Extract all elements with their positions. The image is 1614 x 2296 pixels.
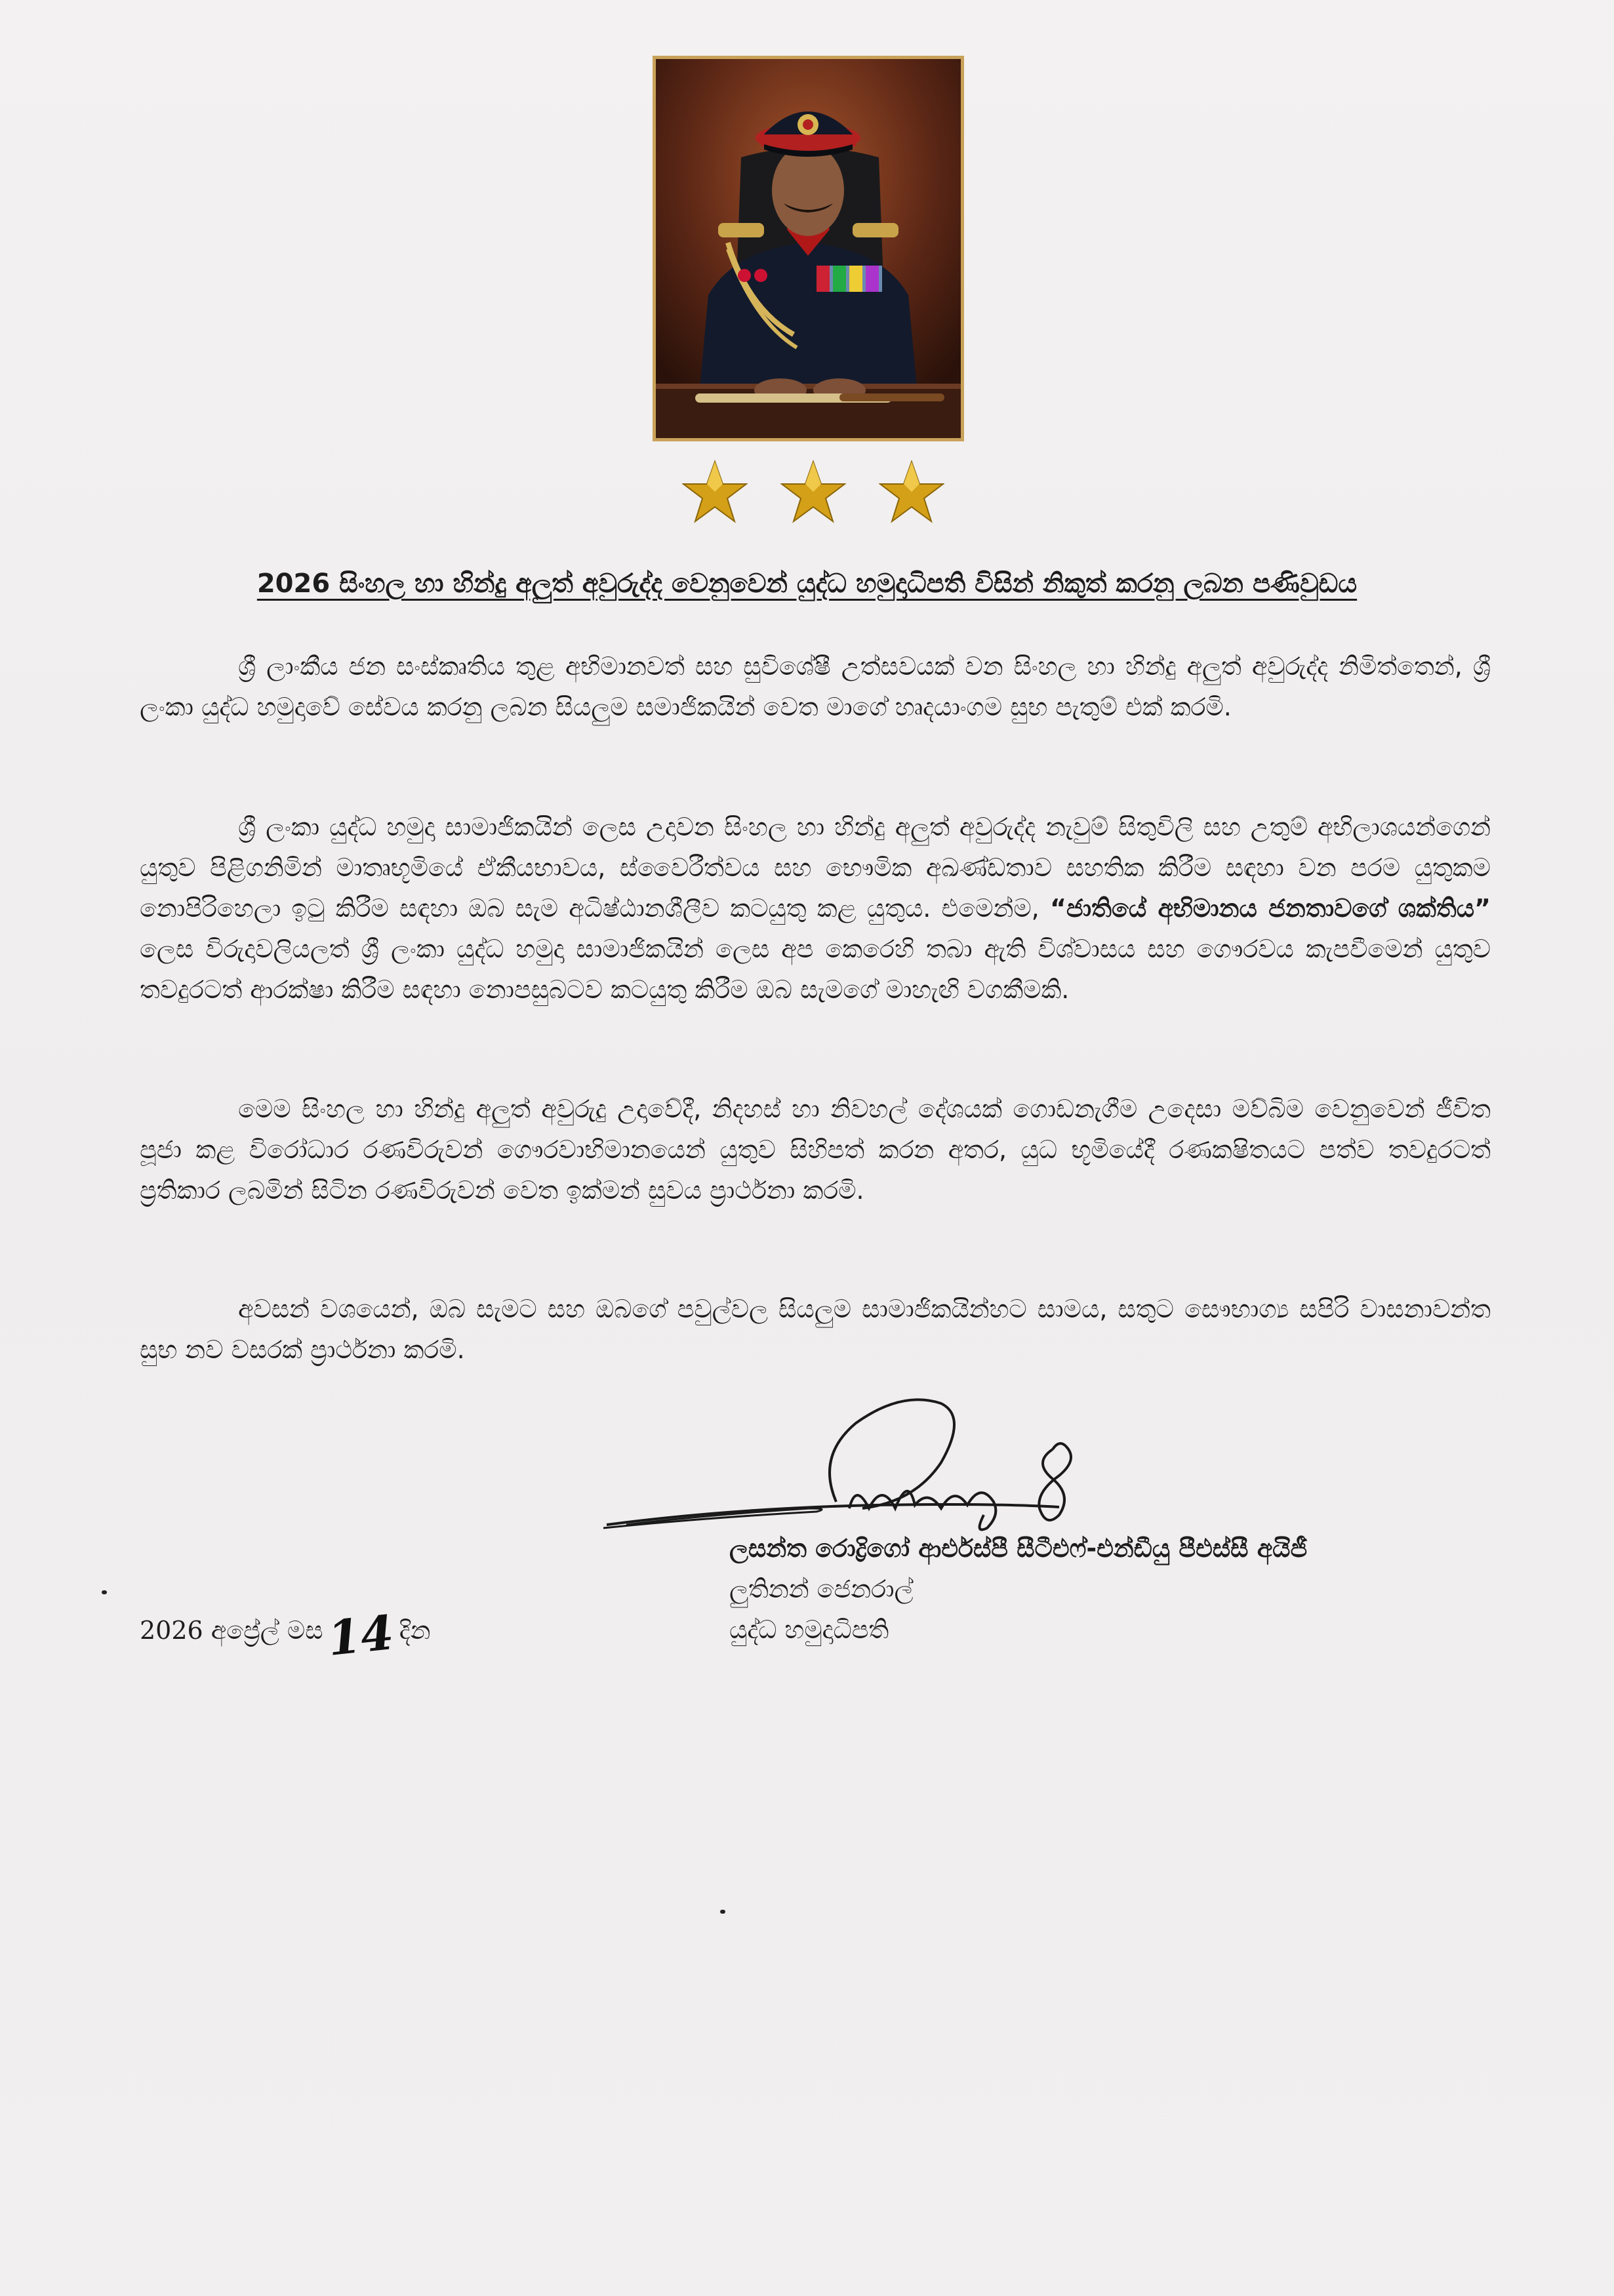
date-day-handwritten: 14 [325,1603,396,1666]
signatory-position: යුද්ධ හමුදාධිපති [729,1615,889,1644]
signatory-rank: ලුතිනන් ජෙනරාල් [729,1575,914,1603]
rank-stars [682,459,944,531]
star-icon [879,459,944,525]
handwritten-signature [600,1377,1223,1548]
scan-speck [720,1910,725,1914]
star-icon [682,459,748,525]
paragraph-greeting: ශ්‍රී ලාංකීය ජන සංස්කෘතිය තුළ අභිමානවත් සහ සුවිශේෂී උත්සවයක් වන සිංහල හා හින්දු අලුත් අවුරුද්ද නිමිත්තෙන්, ශ්‍රී ලංකා යුද්ධ හමුදාවේ සේවය කරනු ලබන සියලුම සමාජිකයින් වෙත මාගේ හෘදයාංගම සුභ පැතුම් එක් කරමි. [140,652,1491,721]
motto-quote: “ජාතියේ අභිමානය ජනතාවගේ ශක්තිය” [1049,894,1491,923]
paragraph-duty-tail: ලෙස විරුදාවලියලත් ශ්‍රී ලංකා යුද්ධ හමුදා සාමාජිකයින් ලෙස අප කෙරෙහි තබා ඇති විශ්වාසය සහ ගෞරවය කැපවීමෙන් යුතුව තවදුරටත් ආරක්ෂා කිරීම සඳහා නොපසුබටව කටයුතු කිරීම ඔබ සැමගේ මාහැඟි වගකීමකි. [140,935,1491,1004]
star-icon [780,459,846,525]
paragraph-duty-text: ශ්‍රී ලංකා යුද්ධ හමුදා සාමාජිකයින් ලෙස උදාවන සිංහල හා හින්දු අලුත් අවුරුද්ද නැවුම් සිතුවිලි සහ උතුම් අභිලාශයන්ගෙන් යුතුව පිළිගනිමින් මාතෘභූමියේ ඒකීයභාවය, ස්වෛරීත්වය සහ භෞමික අඛණ්ඩතාව සහතික කිරීම සඳහා වන පරම යුතුකම නොපිරිහෙලා ඉටු කිරීම සඳහා ඔබ සැම අධිෂ්ඨානශීලීව කටයුතු කළ යුතුය. එමෙන්ම, [140,813,1491,923]
date-suffix: දින [399,1616,431,1645]
signatory-name: ලසන්ත රොද්‍රිගෝ ආර්එස්පී සීටීඑෆ්-එන්ඩීයු පීඑස්සී අයිජී [729,1534,1308,1563]
portrait-image [656,59,961,438]
commander-portrait [653,56,964,441]
paragraph-closing: අවසන් වශයෙන්, ඔබ සැමට සහ ඔබගේ පවුල්වල සියලුම සාමාජිකයින්හට සාමය, සතුට සෞභාග්‍ය සපිරි වාසනාවන්ත සුභ නව වසරක් ප්‍රාර්ථනා කරමි. [140,1295,1491,1364]
paragraph-remembrance: මෙම සිංහල හා හින්දු අලුත් අවුරුදු උදාවේදී, නිදහස් හා නිවහල් දේශයක් ගොඩනැගීම උදෙසා මව්බිම වෙනුවෙන් ජීවිත පූජා කළ විරෝධාර රණවිරුවන් ගෞරවාභිමානයෙන් යුතුව සිහිපත් කරන අතර, යුධ භූමියේදී රණකෂිතයට පත්ව තවදුරටත් ප්‍රතිකාර ලබමින් සිටින රණවිරුවන් වෙත ඉක්මන් සුවය ප්‍රාර්ථනා කරමි. [140,1095,1491,1205]
signature-block [729,1528,1307,1650]
scan-speck [102,1590,107,1594]
date-prefix: 2026 අප්‍රේල් මස [140,1616,323,1645]
paragraph-duty [140,807,1491,1010]
title-text: 2026 සිංහල හා හින්දු අලුත් අවුරුද්ද වෙනුවෙන් යුද්ධ හමුදාධිපති විසින් නිකුත් කරනු ලබන පණිවුඩය [256,569,1358,599]
letter-date [140,1603,431,1666]
letter-title [0,564,1614,603]
